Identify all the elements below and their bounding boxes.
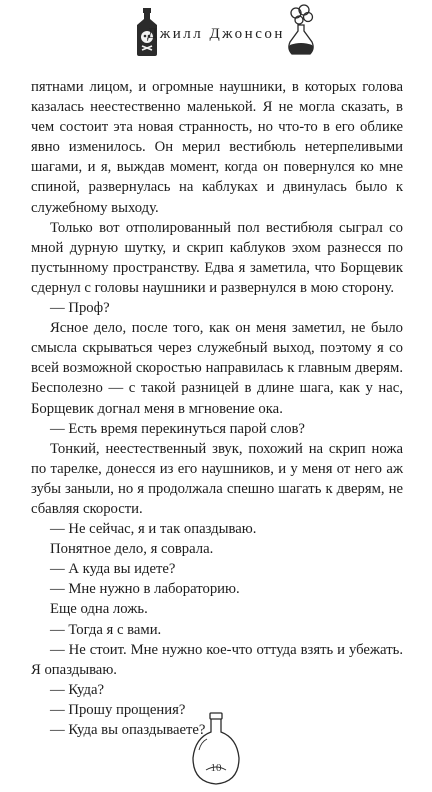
page-body (31, 77, 403, 740)
page-header (0, 0, 432, 72)
page-number: 10 (210, 762, 222, 774)
paragraph: пятнами лицом, и огромные наушники, в которых голова казалась неестественно маленькой. Я не могла сказать, в чем состоит эта новая странность, но что-то в его облике явно изменилось. Он мерил вестибюль нетерпеливыми шагами, и я, выждав момент, когда он повернулся ко мне спиной, развернулась на каблуках и двинулась было к служебному выходу. (31, 79, 403, 216)
paragraph: — Не сейчас, я и так опаздываю. (50, 521, 257, 538)
paragraph: — Есть время перекинуться парой слов? (50, 420, 305, 437)
paragraph: — Мне нужно в лабораторию. (50, 581, 240, 598)
smoking-flask-icon (284, 4, 318, 60)
paragraph: — Не стоит. Мне нужно кое-что оттуда взять и убежать. Я опаздываю. (31, 641, 403, 678)
paragraph: Еще одна ложь. (50, 601, 148, 618)
paragraph: Тонкий, неестественный звук, похожий на скрип ножа по тарелке, донесся из его наушников, и у меня от него аж зубы заныли, но я продолжала спешно шагать к дверям, не сбавляя скорости. (31, 440, 403, 517)
paragraph: — А куда вы идете? (50, 561, 176, 578)
paragraph: — Тогда я с вами. (50, 621, 162, 638)
paragraph: Ясное дело, после того, как он меня заметил, не было смысла скрываться через служебный выход, поэтому я со всей возможной скоростью направилась к главным дверям. Бесполезно — с такой разницей в длине шага, как у нас, Борщевик догнал меня в мгновение ока. (31, 320, 403, 417)
paragraph: — Прошу прощения? (50, 701, 186, 718)
paragraph: — Проф? (50, 300, 110, 317)
running-title: Джилл Джонсон (147, 26, 285, 42)
paragraph: — Куда вы опаздываете? (50, 722, 206, 738)
paragraph: Только вот отполированный пол вестибюля сыграл со мной дурную шутку, и скрип каблуков эхом разнесся по пустынному пространству. Едва я заметила, что Борщевик сдернул с головы наушники и развернулся в мою сторону. (31, 219, 403, 296)
paragraph: Понятное дело, я соврала. (50, 541, 214, 558)
paragraph: — Куда? (50, 681, 104, 698)
round-flask-icon (187, 712, 245, 788)
